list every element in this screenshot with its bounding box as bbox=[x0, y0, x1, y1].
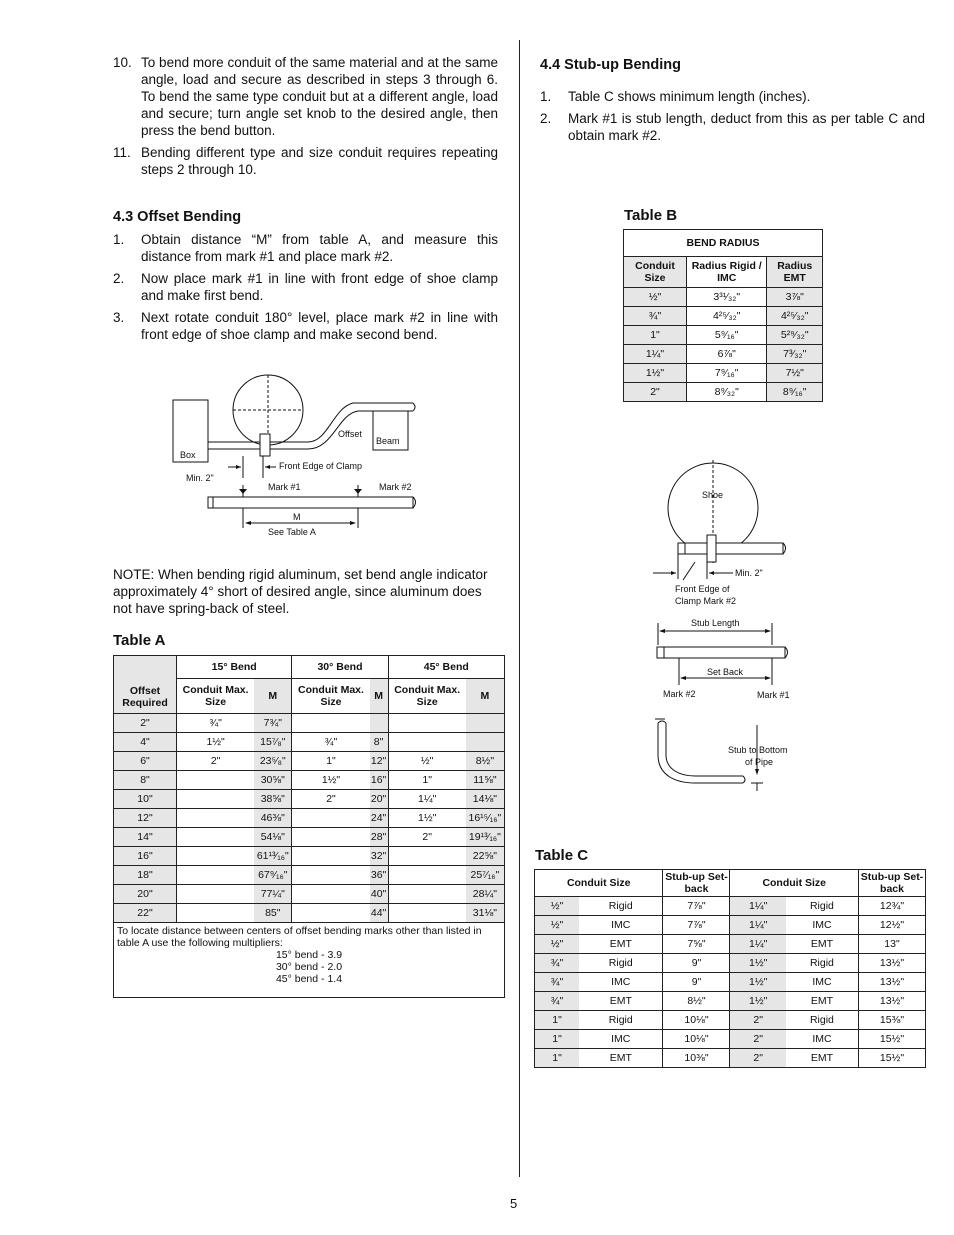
table-cell: IMC bbox=[786, 916, 859, 935]
table-cell: 67⁹⁄₁₆" bbox=[254, 866, 292, 885]
see-table-label: See Table A bbox=[268, 527, 316, 537]
min-label: Min. 2" bbox=[186, 473, 214, 483]
front-edge-of-label: Front Edge of bbox=[675, 584, 730, 594]
table-cell: ¾" bbox=[292, 733, 370, 752]
col-radius-rigid: Radius Rigid / IMC bbox=[687, 257, 767, 288]
step-number: 2. bbox=[113, 271, 125, 286]
continued-steps bbox=[113, 54, 498, 183]
table-cell: 8½" bbox=[663, 992, 730, 1011]
col-conduit-size-right: Conduit Size bbox=[730, 870, 859, 897]
table-cell: IMC bbox=[786, 1030, 859, 1049]
table-cell: 40" bbox=[370, 885, 388, 904]
table-cell: 1¼" bbox=[624, 345, 687, 364]
table-cell: 12¾" bbox=[859, 897, 926, 916]
table-row bbox=[114, 904, 505, 923]
table-row bbox=[114, 733, 505, 752]
table-cell bbox=[292, 714, 370, 733]
table-cell: 31⅛" bbox=[466, 904, 505, 923]
table-cell: 15⅜" bbox=[859, 1011, 926, 1030]
table-cell: 36" bbox=[370, 866, 388, 885]
table-cell: Rigid bbox=[786, 1011, 859, 1030]
table-cell: 1¼" bbox=[388, 790, 466, 809]
group-15: 15° Bend bbox=[177, 656, 292, 679]
table-cell bbox=[177, 904, 255, 923]
col-setback-left: Stub-up Set-back bbox=[663, 870, 730, 897]
table-cell: 1½" bbox=[292, 771, 370, 790]
table-cell bbox=[388, 866, 466, 885]
set-back-label: Set Back bbox=[707, 667, 744, 677]
table-cell: 2" bbox=[730, 1030, 786, 1049]
table-cell: 1½" bbox=[177, 733, 255, 752]
table-cell bbox=[388, 847, 466, 866]
table-cell: Rigid bbox=[786, 954, 859, 973]
table-cell: 6" bbox=[114, 752, 177, 771]
table-row bbox=[535, 1011, 926, 1030]
table-cell: EMT bbox=[579, 935, 663, 954]
table-row bbox=[535, 897, 926, 916]
table-cell: 2" bbox=[388, 828, 466, 847]
table-cell bbox=[177, 866, 255, 885]
table-cell: 16¹⁵⁄₁₆" bbox=[466, 809, 505, 828]
table-cell: 8" bbox=[114, 771, 177, 790]
table-cell: 7½" bbox=[767, 364, 823, 383]
table-cell: 1" bbox=[292, 752, 370, 771]
table-cell: ½" bbox=[535, 935, 580, 954]
table-cell bbox=[370, 714, 388, 733]
step-text: Now place mark #1 in line with front edge of shoe clamp and make first bend. bbox=[141, 271, 498, 303]
table-row bbox=[535, 1030, 926, 1049]
stub-length-label: Stub Length bbox=[691, 618, 740, 628]
col-setback-right: Stub-up Set-back bbox=[859, 870, 926, 897]
table-cell: 8" bbox=[370, 733, 388, 752]
table-row bbox=[535, 992, 926, 1011]
group-30: 30° Bend bbox=[292, 656, 388, 679]
table-cell: ½" bbox=[388, 752, 466, 771]
table-cell: 85" bbox=[254, 904, 292, 923]
multiplier-15: 15° bend - 3.9 bbox=[275, 949, 343, 961]
footnote-text: To locate distance between centers of offset bending marks other than listed in table A use the following multipliers: bbox=[117, 925, 482, 949]
stub-mark2-label: Mark #2 bbox=[663, 689, 696, 699]
table-row bbox=[114, 828, 505, 847]
table-cell: IMC bbox=[579, 916, 663, 935]
table-row bbox=[624, 345, 823, 364]
table-cell: 32" bbox=[370, 847, 388, 866]
step-number: 3. bbox=[113, 310, 125, 325]
table-row bbox=[535, 935, 926, 954]
table-cell: 18" bbox=[114, 866, 177, 885]
table-cell: 4" bbox=[114, 733, 177, 752]
table-a bbox=[113, 655, 505, 998]
step-item bbox=[540, 88, 925, 105]
table-cell: IMC bbox=[786, 973, 859, 992]
table-cell: IMC bbox=[579, 973, 663, 992]
table-cell: ½" bbox=[624, 288, 687, 307]
table-cell: 1½" bbox=[624, 364, 687, 383]
step-text: To bend more conduit of the same material and at the same angle, load and secure as described in steps 3 through 6. To bend the same type conduit but at a different angle, load and secure; turn angle set knob to the desired angle, then press the bend button. bbox=[141, 55, 498, 138]
step-number: 2. bbox=[540, 111, 552, 126]
table-row bbox=[624, 307, 823, 326]
table-cell: 12½" bbox=[859, 916, 926, 935]
table-cell: 13½" bbox=[859, 954, 926, 973]
multiplier-45: 45° bend - 1.4 bbox=[275, 973, 343, 985]
table-cell: 2" bbox=[730, 1011, 786, 1030]
col-m-15: M bbox=[254, 679, 292, 714]
col-size-30: Conduit Max. Size bbox=[292, 679, 370, 714]
offset-steps bbox=[113, 231, 498, 348]
mark1-label: Mark #1 bbox=[268, 482, 301, 492]
table-cell: 7³⁄₃₂" bbox=[767, 345, 823, 364]
table-cell bbox=[292, 866, 370, 885]
table-row bbox=[114, 771, 505, 790]
table-cell: ¾" bbox=[624, 307, 687, 326]
step-text: Table C shows minimum length (inches). bbox=[568, 89, 811, 104]
table-cell: 4²⁵⁄₃₂" bbox=[767, 307, 823, 326]
table-cell: 7⁹⁄₁₆" bbox=[687, 364, 767, 383]
table-cell bbox=[177, 790, 255, 809]
box-label: Box bbox=[180, 450, 196, 460]
table-cell: 61¹³⁄₁₆" bbox=[254, 847, 292, 866]
col-size-15: Conduit Max. Size bbox=[177, 679, 255, 714]
step-item bbox=[540, 110, 925, 144]
table-cell: 6⅞" bbox=[687, 345, 767, 364]
table-row bbox=[535, 916, 926, 935]
table-cell: 10⅛" bbox=[663, 1030, 730, 1049]
table-cell: 3⅞" bbox=[767, 288, 823, 307]
table-cell: ¾" bbox=[177, 714, 255, 733]
table-cell: 1¼" bbox=[730, 935, 786, 954]
table-cell: ¾" bbox=[535, 954, 580, 973]
table-cell: 28" bbox=[370, 828, 388, 847]
table-cell: 1" bbox=[535, 1049, 580, 1068]
shoe-label: Shoe bbox=[702, 490, 724, 500]
table-row bbox=[114, 714, 505, 733]
table-cell: ½" bbox=[535, 916, 580, 935]
step-number: 10. bbox=[113, 55, 132, 70]
table-cell: 13½" bbox=[859, 992, 926, 1011]
step-text: Mark #1 is stub length, deduct from this as per table C and obtain mark #2. bbox=[568, 111, 925, 143]
table-cell: 23⁵⁄₈" bbox=[254, 752, 292, 771]
table-cell: 16" bbox=[370, 771, 388, 790]
table-cell: 10" bbox=[114, 790, 177, 809]
table-cell: 1½" bbox=[388, 809, 466, 828]
table-cell bbox=[292, 809, 370, 828]
table-cell: 1" bbox=[535, 1011, 580, 1030]
beam-label: Beam bbox=[376, 436, 400, 446]
table-cell: 24" bbox=[370, 809, 388, 828]
col-radius-emt: Radius EMT bbox=[767, 257, 823, 288]
table-row bbox=[114, 847, 505, 866]
column-divider bbox=[519, 40, 520, 1177]
bend-radius-header: BEND RADIUS bbox=[624, 230, 823, 257]
table-row bbox=[114, 809, 505, 828]
stub-mark1-label: Mark #1 bbox=[757, 690, 790, 700]
table-cell: 8½" bbox=[466, 752, 505, 771]
table-cell: 44" bbox=[370, 904, 388, 923]
table-row bbox=[624, 364, 823, 383]
stub-to-bottom-label: Stub to Bottom bbox=[728, 745, 788, 755]
table-cell: 1" bbox=[535, 1030, 580, 1049]
table-cell bbox=[292, 828, 370, 847]
table-cell: 14" bbox=[114, 828, 177, 847]
table-cell bbox=[292, 885, 370, 904]
table-cell: 2" bbox=[114, 714, 177, 733]
page-number: 5 bbox=[510, 1196, 518, 1211]
table-cell: EMT bbox=[786, 935, 859, 954]
offset-label: Offset bbox=[338, 429, 362, 439]
step-item bbox=[113, 309, 498, 343]
table-cell: ½" bbox=[535, 897, 580, 916]
table-cell bbox=[177, 847, 255, 866]
table-cell: 1" bbox=[388, 771, 466, 790]
table-cell: 38⅝" bbox=[254, 790, 292, 809]
table-cell bbox=[388, 714, 466, 733]
step-number: 11. bbox=[113, 145, 131, 160]
m-label: M bbox=[293, 512, 301, 522]
table-cell: Rigid bbox=[579, 897, 663, 916]
table-cell bbox=[292, 904, 370, 923]
table-row bbox=[624, 326, 823, 345]
table-cell: IMC bbox=[579, 1030, 663, 1049]
table-b-title: Table B bbox=[624, 207, 678, 224]
table-a-footnote bbox=[114, 923, 505, 998]
step-text: Next rotate conduit 180° level, place mark #2 in line with front edge of shoe clamp and make second bend. bbox=[141, 310, 498, 342]
table-cell: 12" bbox=[370, 752, 388, 771]
table-cell: 7⅞" bbox=[663, 916, 730, 935]
col-conduit-size: Conduit Size bbox=[624, 257, 687, 288]
table-cell: Rigid bbox=[579, 1011, 663, 1030]
front-edge-label: Front Edge of Clamp bbox=[279, 461, 363, 471]
table-cell bbox=[177, 809, 255, 828]
table-row bbox=[114, 752, 505, 771]
table-row bbox=[114, 790, 505, 809]
table-cell: EMT bbox=[579, 992, 663, 1011]
col-m-30: M bbox=[370, 679, 388, 714]
step-text: Obtain distance “M” from table A, and measure this distance from mark #1 and place mark #2. bbox=[141, 232, 498, 264]
table-cell bbox=[177, 828, 255, 847]
table-cell: 7⅞" bbox=[663, 897, 730, 916]
table-b bbox=[623, 229, 823, 402]
table-cell: 20" bbox=[114, 885, 177, 904]
table-row bbox=[624, 383, 823, 402]
table-row bbox=[114, 866, 505, 885]
table-cell: 28¼" bbox=[466, 885, 505, 904]
col-offset-required: Offset Required bbox=[114, 656, 177, 714]
table-cell: 13" bbox=[859, 935, 926, 954]
table-cell: 1½" bbox=[730, 992, 786, 1011]
table-cell: 4²⁵⁄₃₂" bbox=[687, 307, 767, 326]
table-cell: 2" bbox=[624, 383, 687, 402]
offset-bending-figure bbox=[168, 370, 428, 545]
table-cell: 8⁹⁄₃₂" bbox=[687, 383, 767, 402]
table-cell bbox=[292, 847, 370, 866]
table-cell: 2" bbox=[177, 752, 255, 771]
table-cell: 13½" bbox=[859, 973, 926, 992]
table-cell: ¾" bbox=[535, 973, 580, 992]
table-row bbox=[114, 885, 505, 904]
table-cell: 77¼" bbox=[254, 885, 292, 904]
table-cell: 10⅛" bbox=[663, 1011, 730, 1030]
table-row bbox=[624, 288, 823, 307]
table-cell: 22" bbox=[114, 904, 177, 923]
table-cell: 54⅛" bbox=[254, 828, 292, 847]
table-cell bbox=[177, 771, 255, 790]
of-pipe-label: of Pipe bbox=[745, 757, 774, 767]
table-cell bbox=[388, 904, 466, 923]
table-cell bbox=[388, 885, 466, 904]
table-cell: 10⅜" bbox=[663, 1049, 730, 1068]
step-item bbox=[113, 144, 498, 178]
table-cell: 46⅜" bbox=[254, 809, 292, 828]
table-cell bbox=[388, 733, 466, 752]
table-cell: 15½" bbox=[859, 1049, 926, 1068]
table-cell: 12" bbox=[114, 809, 177, 828]
table-row bbox=[535, 973, 926, 992]
step-item bbox=[113, 270, 498, 304]
table-cell: 22⅝" bbox=[466, 847, 505, 866]
table-cell: 9" bbox=[663, 954, 730, 973]
table-row bbox=[535, 954, 926, 973]
stub-up-figure bbox=[645, 455, 805, 800]
table-cell: 15⁷⁄₈" bbox=[254, 733, 292, 752]
table-cell: EMT bbox=[786, 1049, 859, 1068]
table-cell: 5²⁹⁄₃₂" bbox=[767, 326, 823, 345]
table-cell: Rigid bbox=[579, 954, 663, 973]
table-cell: 1½" bbox=[730, 973, 786, 992]
table-cell: 11⅝" bbox=[466, 771, 505, 790]
table-cell: 1¼" bbox=[730, 897, 786, 916]
table-cell: 20" bbox=[370, 790, 388, 809]
table-cell bbox=[177, 885, 255, 904]
table-cell: 2" bbox=[730, 1049, 786, 1068]
table-cell: 1¼" bbox=[730, 916, 786, 935]
table-cell bbox=[466, 714, 505, 733]
table-cell: 19¹³⁄₁₆" bbox=[466, 828, 505, 847]
table-cell: 14⅛" bbox=[466, 790, 505, 809]
table-row bbox=[535, 1049, 926, 1068]
table-cell: 7¾" bbox=[254, 714, 292, 733]
table-cell: ¾" bbox=[535, 992, 580, 1011]
table-a-title: Table A bbox=[113, 632, 166, 649]
table-c bbox=[534, 869, 926, 1068]
table-cell: 30⅝" bbox=[254, 771, 292, 790]
mark2-label: Mark #2 bbox=[379, 482, 412, 492]
col-size-45: Conduit Max. Size bbox=[388, 679, 466, 714]
multiplier-30: 30° bend - 2.0 bbox=[275, 961, 343, 973]
table-cell: EMT bbox=[579, 1049, 663, 1068]
table-cell: 3³¹⁄₃₂" bbox=[687, 288, 767, 307]
col-conduit-size-left: Conduit Size bbox=[566, 877, 631, 889]
step-text: Bending different type and size conduit requires repeating steps 2 through 10. bbox=[141, 145, 498, 177]
step-number: 1. bbox=[540, 89, 552, 104]
table-cell: 1½" bbox=[730, 954, 786, 973]
table-cell: 16" bbox=[114, 847, 177, 866]
table-cell: EMT bbox=[786, 992, 859, 1011]
table-cell: 1" bbox=[624, 326, 687, 345]
stub-heading: 4.4 Stub-up Bending bbox=[540, 57, 681, 73]
clamp-mark2-label: Clamp Mark #2 bbox=[675, 596, 737, 606]
step-number: 1. bbox=[113, 232, 125, 247]
table-cell: 5⁹⁄₁₆" bbox=[687, 326, 767, 345]
table-cell: 2" bbox=[292, 790, 370, 809]
table-cell: 15½" bbox=[859, 1030, 926, 1049]
step-item bbox=[113, 231, 498, 265]
col-m-45: M bbox=[466, 679, 505, 714]
stub-min-label: Min. 2" bbox=[735, 568, 763, 578]
table-c-title: Table C bbox=[535, 847, 589, 864]
group-45: 45° Bend bbox=[388, 656, 504, 679]
aluminum-note: NOTE: When bending rigid aluminum, set bend angle indicator approximately 4° short of desired angle, since aluminum does not have spring-back of steel. bbox=[113, 567, 488, 616]
stub-steps bbox=[540, 88, 925, 149]
offset-heading: 4.3 Offset Bending bbox=[113, 209, 242, 225]
table-cell bbox=[466, 733, 505, 752]
table-cell: 8⁹⁄₁₆" bbox=[767, 383, 823, 402]
table-cell: 25⁷⁄₁₆" bbox=[466, 866, 505, 885]
table-cell: Rigid bbox=[786, 897, 859, 916]
table-cell: 7⅝" bbox=[663, 935, 730, 954]
table-cell: 9" bbox=[663, 973, 730, 992]
step-item bbox=[113, 54, 498, 139]
